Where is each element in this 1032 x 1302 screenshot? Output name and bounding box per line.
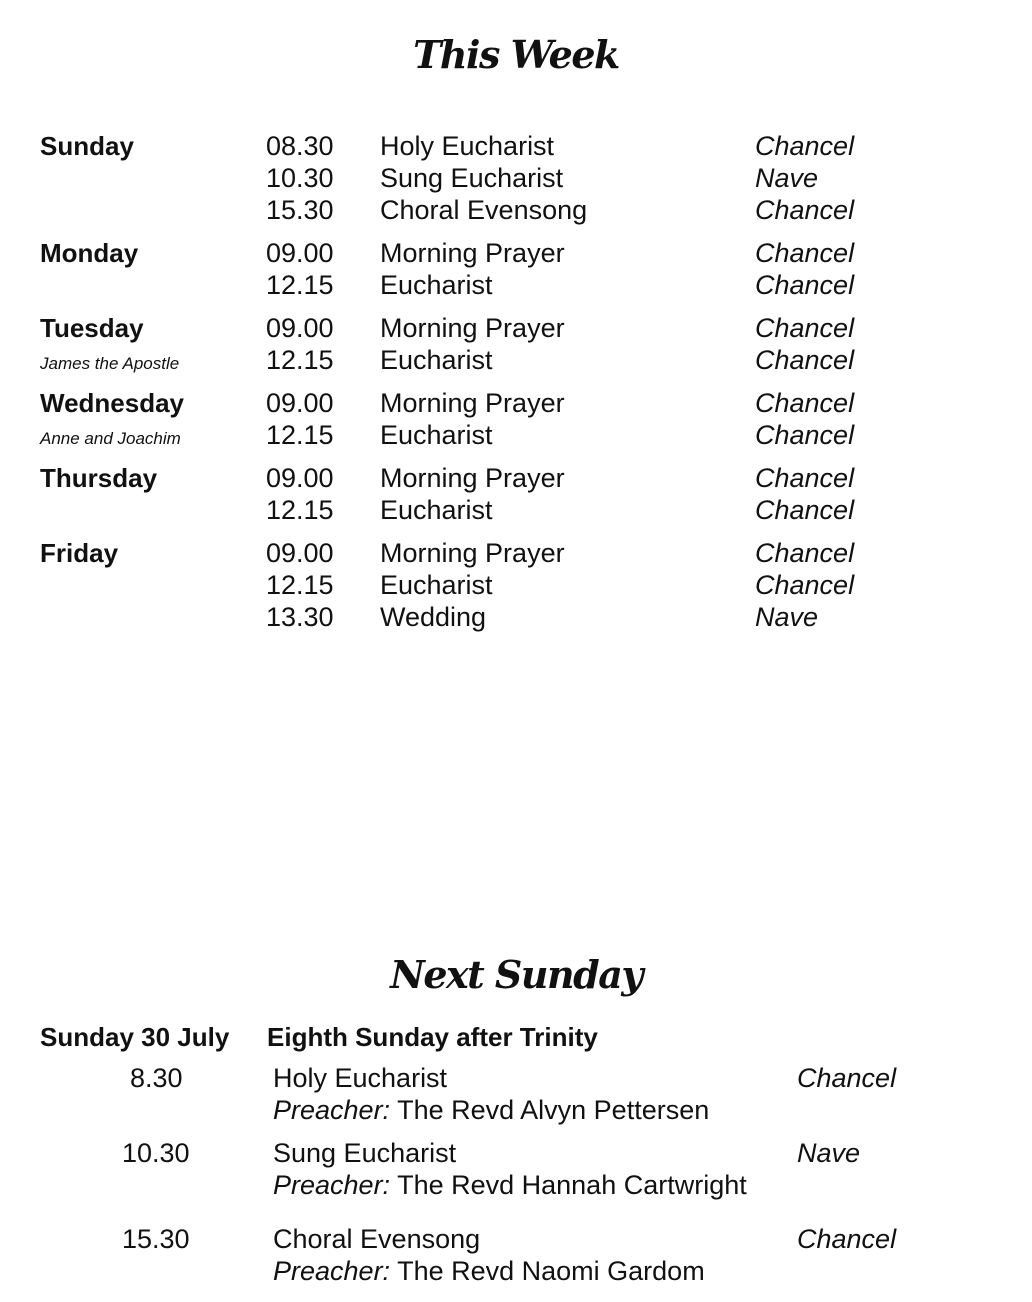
service-name: Eucharist	[380, 495, 493, 525]
next-sunday-title: Next Sunday	[390, 952, 642, 997]
service-time: 15.30	[122, 1224, 190, 1254]
service-name: Morning Prayer	[380, 238, 565, 268]
this-week-title: This Week	[413, 32, 619, 77]
day-label: Wednesday	[40, 388, 185, 418]
service-time: 09.00	[266, 238, 334, 268]
service-location: Nave	[755, 602, 819, 632]
service-location: Chancel	[755, 570, 855, 600]
service-name: Eucharist	[380, 345, 493, 375]
service-location: Chancel	[755, 463, 855, 493]
preacher-label: Preacher:	[273, 1256, 391, 1286]
feast-label: James the Apostle	[40, 354, 180, 373]
service-time: 15.30	[266, 195, 334, 225]
service-name: Morning Prayer	[380, 388, 565, 418]
preacher-label: Preacher:	[273, 1170, 391, 1200]
preacher-name: The Revd Alvyn Pettersen	[397, 1095, 710, 1125]
service-location: Chancel	[755, 420, 855, 450]
service-name: Choral Evensong	[273, 1224, 481, 1254]
preacher-label: Preacher:	[273, 1095, 391, 1125]
service-location: Chancel	[755, 313, 855, 343]
service-name: Sung Eucharist	[380, 163, 564, 193]
service-name: Wedding	[380, 602, 487, 632]
service-time: 12.15	[266, 570, 334, 600]
service-location: Chancel	[755, 345, 855, 375]
service-name: Holy Eucharist	[273, 1063, 448, 1093]
preacher-name: The Revd Naomi Gardom	[397, 1256, 705, 1286]
service-location: Chancel	[797, 1224, 897, 1254]
preacher-name: The Revd Hannah Cartwright	[397, 1170, 747, 1200]
next-sunday-occasion: Eighth Sunday after Trinity	[267, 1022, 598, 1052]
service-time: 09.00	[266, 463, 334, 493]
service-time: 10.30	[122, 1138, 190, 1168]
service-time: 12.15	[266, 420, 334, 450]
preacher-line	[273, 1094, 709, 1126]
service-name: Morning Prayer	[380, 313, 565, 343]
service-time: 08.30	[266, 131, 334, 161]
service-time: 09.00	[266, 388, 334, 418]
service-location: Chancel	[755, 495, 855, 525]
service-name: Eucharist	[380, 570, 493, 600]
day-label: Thursday	[40, 463, 158, 493]
service-location: Nave	[755, 163, 819, 193]
service-time: 12.15	[266, 345, 334, 375]
service-name: Choral Evensong	[380, 195, 588, 225]
day-label: Tuesday	[40, 313, 144, 343]
service-location: Chancel	[755, 538, 855, 568]
day-label: Monday	[40, 238, 139, 268]
service-location: Chancel	[755, 238, 855, 268]
preacher-line	[273, 1255, 705, 1287]
day-label: Friday	[40, 538, 119, 568]
next-sunday-date: Sunday 30 July	[40, 1022, 230, 1052]
service-time: 12.15	[266, 270, 334, 300]
service-location: Nave	[797, 1138, 861, 1168]
service-location: Chancel	[755, 388, 855, 418]
service-time: 09.00	[266, 313, 334, 343]
feast-label: Anne and Joachim	[40, 429, 181, 448]
service-location: Chancel	[797, 1063, 897, 1093]
service-name: Holy Eucharist	[380, 131, 555, 161]
service-time: 09.00	[266, 538, 334, 568]
preacher-line	[273, 1169, 747, 1201]
service-name: Eucharist	[380, 270, 493, 300]
service-location: Chancel	[755, 270, 855, 300]
service-time: 10.30	[266, 163, 334, 193]
service-name: Eucharist	[380, 420, 493, 450]
service-location: Chancel	[755, 195, 855, 225]
service-name: Morning Prayer	[380, 538, 565, 568]
service-time: 8.30	[130, 1063, 183, 1093]
service-name: Morning Prayer	[380, 463, 565, 493]
service-time: 12.15	[266, 495, 334, 525]
service-time: 13.30	[266, 602, 334, 632]
day-label: Sunday	[40, 131, 134, 161]
service-location: Chancel	[755, 131, 855, 161]
service-name: Sung Eucharist	[273, 1138, 457, 1168]
